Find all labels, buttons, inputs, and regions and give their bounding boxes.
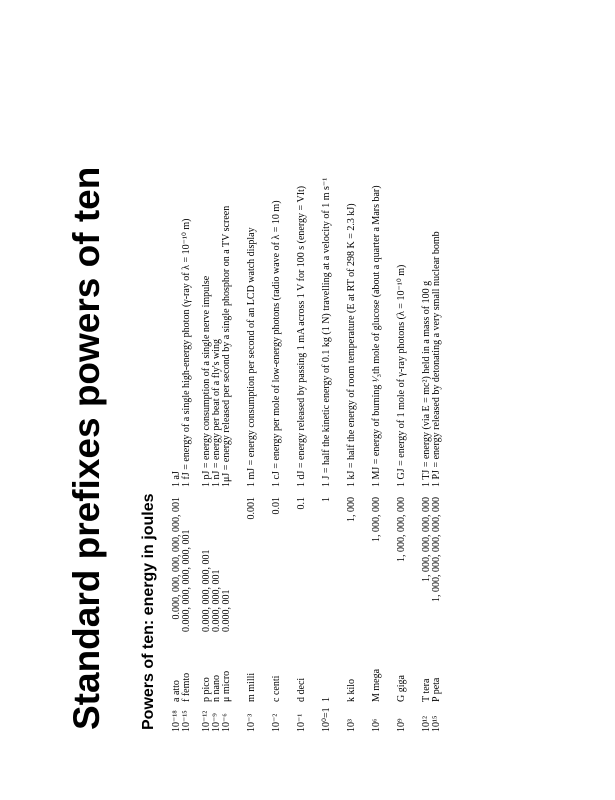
- power-exponent: 10¹²: [421, 716, 432, 732]
- energy-description: 1 mJ = energy consumption per second of an LCD watch display: [246, 227, 257, 487]
- energy-description: 1μJ = energy released per second by a single phosphor on a TV screen: [221, 205, 232, 487]
- prefix-name: μ micro: [221, 670, 232, 702]
- decimal-value: 0.000, 001: [221, 589, 232, 632]
- power-exponent: 10⁻¹²: [201, 710, 212, 732]
- prefix-name: d deci: [296, 677, 307, 702]
- energy-description: 1 cJ = energy per mole of low-energy photons (radio wave of λ = 10 m): [271, 200, 282, 487]
- power-exponent: 10⁻⁹: [211, 713, 222, 732]
- energy-description: 1 kJ = half the energy of room temperature (E at RT of 298 K = 2.3 kJ): [346, 203, 357, 487]
- power-exponent: 10⁻³: [246, 713, 257, 732]
- decimal-value: 1, 000, 000, 000, 000, 000: [431, 497, 442, 602]
- prefix-name: P peta: [431, 677, 442, 702]
- prefix-name: k kilo: [346, 678, 357, 702]
- decimal-value: 1, 000, 000, 000: [396, 497, 407, 562]
- power-exponent: 10⁻²: [271, 713, 282, 732]
- power-exponent: 10¹⁵: [431, 715, 442, 732]
- decimal-value: 1: [321, 497, 332, 502]
- power-exponent: 10³: [346, 719, 357, 732]
- energy-description: 1 MJ = energy of burning ¹⁄₃th mole of glucose (about a quarter a Mars bar): [371, 185, 382, 487]
- energy-description: 1 nJ = energy per beat of a fly's wing: [211, 338, 222, 487]
- power-exponent: 10⁻¹⁸: [171, 710, 182, 732]
- section-heading: Powers of ten: energy in joules: [140, 493, 157, 730]
- decimal-value: 0.01: [271, 497, 282, 515]
- prefix-name: 1: [321, 697, 332, 702]
- energy-description: 1 PJ = energy released by detonating a very small nuclear bomb: [431, 231, 442, 487]
- energy-description: 1 fJ = energy of a single high-energy photon (γ-ray of λ = 10⁻¹⁰ m): [181, 218, 192, 487]
- power-exponent: 10⁻⁶: [221, 713, 232, 732]
- prefix-name: T tera: [421, 678, 432, 702]
- decimal-value: 0.000, 000, 000, 000, 001: [181, 529, 192, 632]
- energy-description: 1 GJ = energy of 1 mole of γ-ray photons (λ = 10⁻¹⁰ m): [396, 264, 407, 487]
- energy-description: 1 J = half the kinetic energy of 0.1 kg (1 N) travelling at a velocity of 1 m s⁻¹: [321, 177, 332, 487]
- decimal-value: 0.000, 000, 001: [211, 569, 222, 632]
- prefix-name: n nano: [211, 675, 222, 702]
- power-exponent: 10⁶: [371, 718, 382, 732]
- decimal-value: 1, 000, 000: [371, 497, 382, 542]
- power-exponent: 10⁻¹⁵: [181, 710, 192, 732]
- decimal-value: 0.000, 000, 000, 001: [201, 549, 212, 632]
- prefix-name: f femto: [181, 672, 192, 702]
- power-exponent: 10⁻¹: [296, 713, 307, 732]
- decimal-value: 1, 000, 000, 000, 000: [421, 497, 432, 582]
- decimal-value: 0.000, 000, 000, 000, 000, 001: [171, 497, 182, 620]
- power-exponent: 10⁰=1: [321, 707, 332, 732]
- prefix-name: G giga: [396, 675, 407, 702]
- decimal-value: 1, 000: [346, 497, 357, 522]
- decimal-value: 0.1: [296, 497, 307, 510]
- prefix-name: c centi: [271, 675, 282, 702]
- prefix-name: M mega: [371, 668, 382, 702]
- prefix-name: a atto: [171, 680, 182, 702]
- decimal-value: 0.001: [246, 497, 257, 520]
- prefix-name: m milli: [246, 672, 257, 702]
- page-title: Standard prefixes powers of ten: [66, 166, 107, 730]
- power-exponent: 10⁹: [396, 718, 407, 732]
- energy-description: 1 pJ = energy consumption of a single nerve impulse: [201, 275, 212, 487]
- prefix-name: p pico: [201, 677, 212, 702]
- energy-description: 1 aJ: [171, 471, 182, 487]
- energy-description: 1 TJ = energy (via E = mc²) held in a mass of 100 g: [421, 280, 432, 487]
- energy-description: 1 dJ = energy released by passing 1 mA across 1 V for 100 s (energy = VIt): [296, 185, 307, 487]
